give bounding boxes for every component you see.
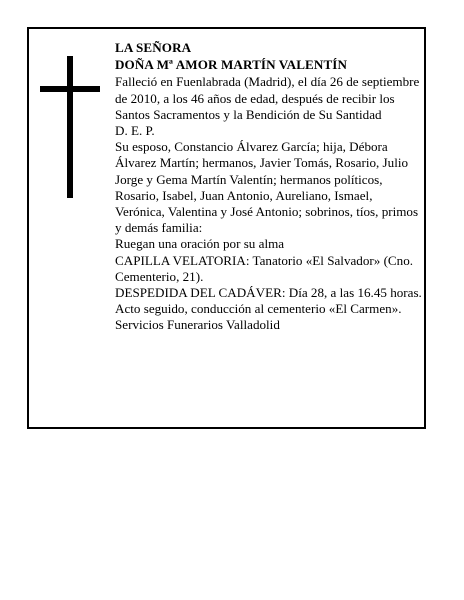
family-list: Su esposo, Constancio Álvarez García; hija, Débora Álvarez Martín; hermanos, Javier Tomás, Rosario, Julio Jorge y Gema Martín Valentín; hermanos políticos, Rosario, Isabel, Juan Antonio, Aureliano, Ismael, Verónica, Valentina y José Antonio; sobrinos, tíos, primos y demás familia:	[115, 139, 419, 236]
cross-horizontal-bar	[40, 86, 100, 92]
rip-abbreviation: D. E. P.	[115, 123, 155, 139]
latin-cross-icon	[40, 56, 100, 198]
funeral-details: DESPEDIDA DEL CADÁVER: Día 28, a las 16.45 horas. Acto seguido, conducción al cementerio «El Carmen».	[115, 285, 422, 317]
death-announcement: Falleció en Fuenlabrada (Madrid), el día 26 de septiembre de 2010, a los 46 años de edad, después de recibir los Santos Sacramentos y la Bendición de Su Santidad	[115, 74, 420, 122]
notice-text	[115, 40, 423, 334]
wake-location: CAPILLA VELATORIA: Tanatorio «El Salvador» (Cno. Cementerio, 21).	[115, 252, 414, 284]
cross-vertical-bar	[67, 56, 73, 198]
deceased-name: DOÑA Mª AMOR MARTÍN VALENTÍN	[115, 57, 348, 73]
prayer-request: Ruegan una oración por su alma	[115, 236, 285, 252]
notice-title-line-1: LA SEÑORA	[115, 40, 192, 55]
funeral-services-provider: Servicios Funerarios Valladolid	[115, 317, 280, 333]
obituary-notice	[27, 27, 426, 429]
